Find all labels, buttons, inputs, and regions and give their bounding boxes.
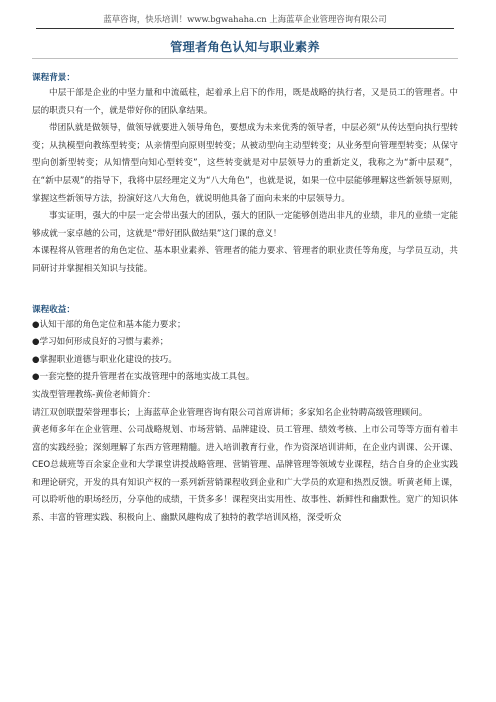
benefits-heading: 课程收益： [32,304,75,315]
background-paragraph-3: 事实证明，强大的中层一定会带出强大的团队，强大的团队一定能够创造出非凡的业绩，非凡的业绩一定能够成就一家卓越的公司，这就是“带好团队做结果”这门课的意义！ [32,211,458,239]
document-title: 管理者角色认知与职业素养 [170,40,320,54]
benefit-item: ●掌握职业道德与职业化建设的技巧。 [32,354,177,365]
benefit-item: ●学习如何形成良好的习惯与素养； [32,337,169,348]
page-header: 蓝草咨询，快乐培训！www.bgwahaha.cn 上海蓝草企业管理咨询有限公司 [36,0,454,29]
benefit-item: ●认知干部的角色定位和基本能力要求； [32,319,186,330]
benefit-item: ●一套完整的提升管理者在实战管理中的落地实战工具包。 [32,372,255,383]
background-paragraph-1: 中层干部是企业的中坚力量和中流砥柱，起着承上启下的作用，既是战略的执行者，又是员工的管理者。中层的职责只有一个，就是带好你的团队拿结果。 [32,88,458,116]
background-paragraph-2: 带团队就是做领导，做领导就要进入领导角色，要想成为未来优秀的领导者，中层必须“从传达型向执行型转变；从执模型向教练型转变；从亲情型向原则型转变；从被动型向主动型转变；从业务型向管理型转变；从保守型向创新型转变；从知情型向知心型转变”，这些转变就是对中层领导力的重新定义，我称之为“新中层观”，在“新中层观”的指导下，我将中层经理定义为“八大角色”，也就是说，如果一位中层能够理解这些新领导原则，掌握这些新领导方法，扮演好这八大角色，就说明他具备了面向未来的中层领导力。 [32,123,458,204]
instructor-intro-title: 实战型管理教练-黄俭老师简介： [32,389,156,400]
instructor-credentials: 请江双创联盟荣誉理事长；上海蓝草企业管理咨询有限公司首席讲师；多家知名企业特聘高级管理顾问。 [32,407,428,418]
instructor-bio: 黄老师多年在企业管理、公司战略规划、市场营销、品牌建设、员工管理、绩效考核、上市公司等等方面有着丰富的实践经验；深刻理解了东西方管理精髓。进入培训教育行业，作为资深培训讲师，在企业内训课、公开课、CEO总裁班等百余家企业和大学课堂讲授战略管理、营销管理、品牌管理等领域专业课程，结合自身的企业实践和理论研究，开发的具有知识产权的一系列新营销课程收到企业和广大学员的欢迎和热烈反馈。听黄老师上课，可以聆听他的职场经历，分享他的成绩，干货多多！课程突出实用性、故事性、新鲜性和幽默性。宽广的知识体系、丰富的管理实践、积极向上、幽默风趣构成了独特的教学培训风格，深受听众 [32,425,458,524]
title-divider [32,58,458,59]
background-heading: 课程背景： [32,73,75,83]
background-closing: 本课程将从管理者的角色定位、基本职业素养、管理者的能力要求、管理者的职业责任等角度，与学员互动，共同研讨并掌握相关知识与技能。 [32,246,458,274]
